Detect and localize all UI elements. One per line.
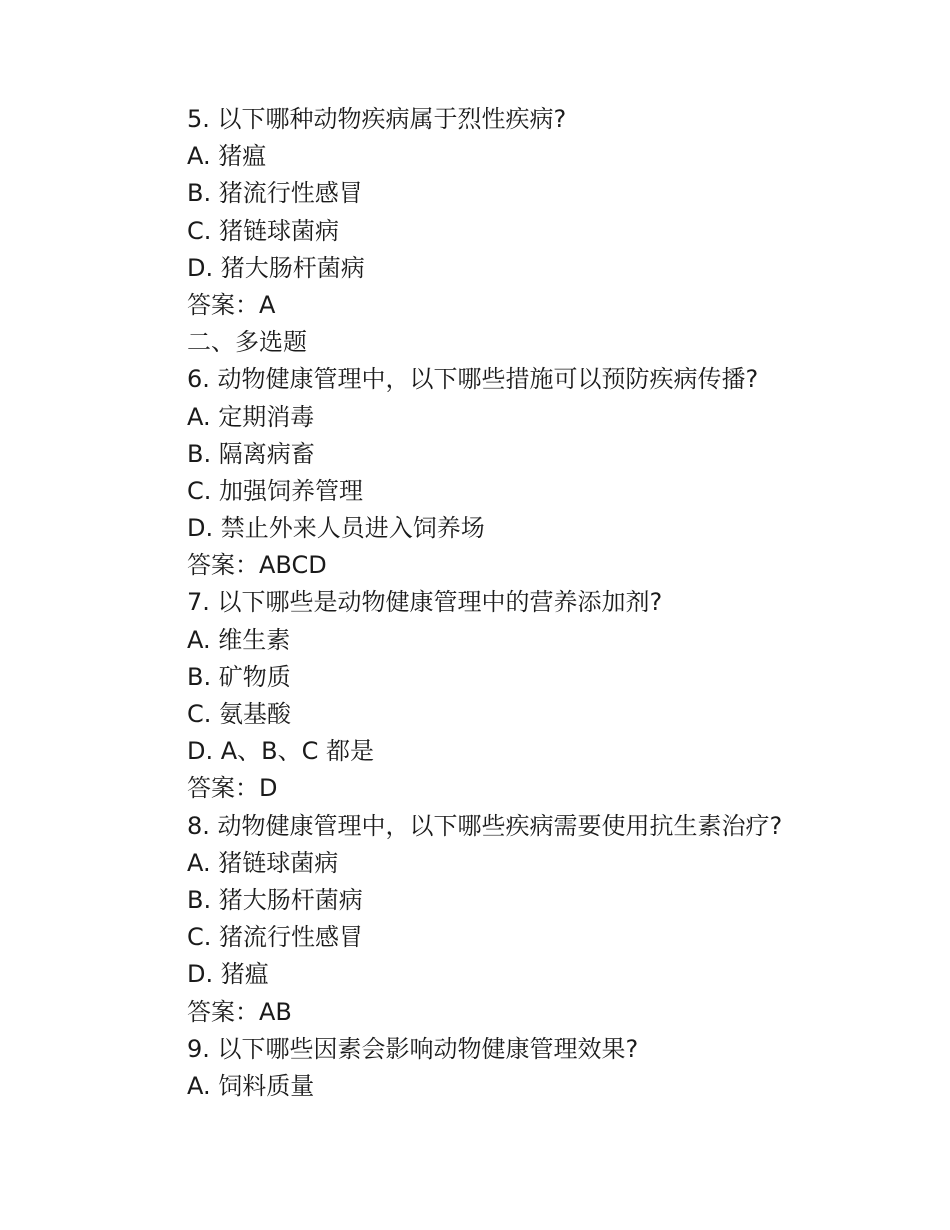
- question-8-option-a: A. 猪链球菌病: [187, 848, 339, 877]
- question-6-text: 6. 动物健康管理中，以下哪些措施可以预防疾病传播?: [187, 365, 759, 394]
- question-5-option-d: D. 猪大肠杆菌病: [187, 253, 365, 282]
- question-7-option-a: A. 维生素: [187, 625, 291, 654]
- question-5-text: 5. 以下哪种动物疾病属于烈性疾病?: [187, 105, 567, 133]
- question-7-option-d: D. A、B、C 都是: [187, 737, 375, 766]
- question-6-option-c: C. 加强饲养管理: [187, 476, 364, 505]
- document-page: [187, 101, 887, 1105]
- question-7-answer: 答案：D: [187, 774, 278, 803]
- question-8-option-c: C. 猪流行性感冒: [187, 923, 364, 952]
- question-8-option-b: B. 猪大肠杆菌病: [187, 885, 363, 914]
- question-6-option-b: B. 隔离病畜: [187, 439, 315, 468]
- question-7-option-b: B. 矿物质: [187, 662, 291, 691]
- question-6-option-d: D. 禁止外来人员进入饲养场: [187, 514, 485, 543]
- section-heading-multiple-choice: 二、多选题: [187, 328, 307, 357]
- question-5-option-c: C. 猪链球菌病: [187, 216, 340, 245]
- question-5-option-b: B. 猪流行性感冒: [187, 179, 363, 208]
- question-6-answer: 答案：ABCD: [187, 551, 327, 580]
- question-8-answer: 答案：AB: [187, 997, 292, 1026]
- question-5-option-a: A. 猪瘟: [187, 142, 267, 171]
- question-7-option-c: C. 氨基酸: [187, 700, 292, 728]
- question-9-option-a: A. 饲料质量: [187, 1071, 315, 1100]
- question-6-option-a: A. 定期消毒: [187, 402, 315, 431]
- question-8-option-d: D. 猪瘟: [187, 960, 269, 989]
- question-5-answer: 答案：A: [187, 290, 276, 319]
- question-8-text: 8. 动物健康管理中，以下哪些疾病需要使用抗生素治疗?: [187, 811, 783, 840]
- question-7-text: 7. 以下哪些是动物健康管理中的营养添加剂?: [187, 588, 663, 617]
- question-9-text: 9. 以下哪些因素会影响动物健康管理效果?: [187, 1034, 639, 1063]
